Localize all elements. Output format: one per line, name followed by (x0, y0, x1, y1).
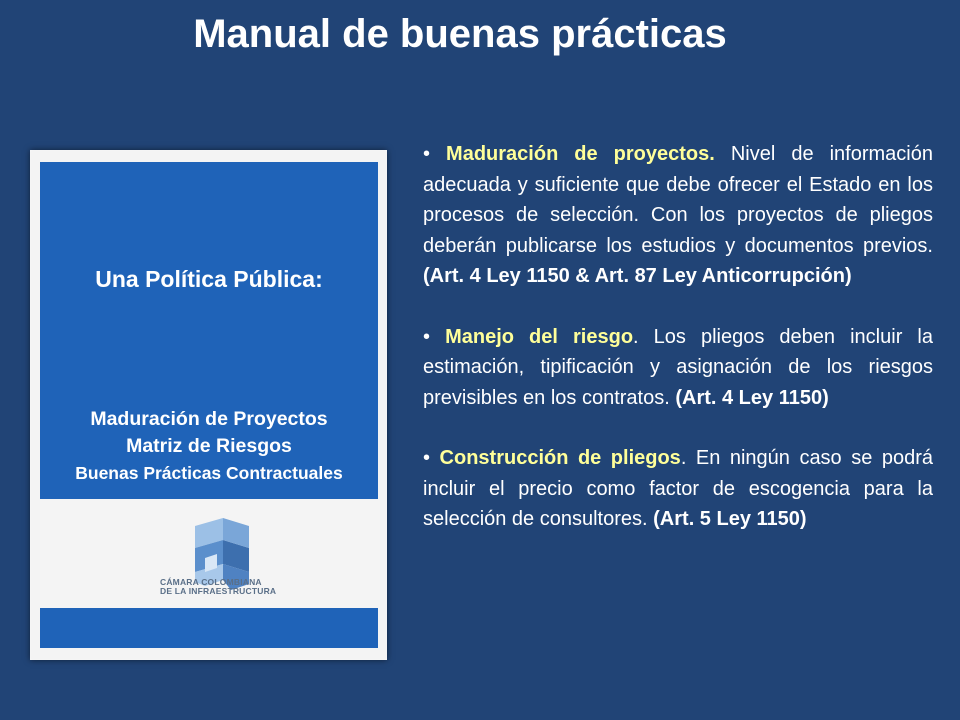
cover-bottom-band (40, 608, 378, 648)
bullet-item-pliegos (423, 443, 933, 535)
bullet-marker: • (423, 325, 431, 348)
cover-line-buenas-practicas: Buenas Prácticas Contractuales (75, 463, 343, 483)
camara-colombiana-logo-icon (165, 518, 265, 610)
bullet-reference: (Art. 4 Ley 1150 & Art. 87 Ley Anticorrupción) (423, 265, 852, 287)
cover-heading: Una Política Pública: (95, 266, 323, 292)
bullet-item-maduracion (423, 139, 933, 292)
bullet-item-riesgo (423, 322, 933, 414)
bullet-term: Construcción de pliegos (439, 447, 681, 469)
bullet-term: Maduración de proyectos. (446, 143, 715, 165)
bullet-marker: • (423, 447, 431, 469)
logo-caption-line1: CÁMARA COLOMBIANA (160, 577, 262, 587)
cover-blue-panel (40, 162, 378, 499)
book-cover-image (30, 150, 387, 660)
cover-subtitle-block (40, 406, 378, 486)
bullet-reference: (Art. 4 Ley 1150) (675, 386, 829, 409)
cover-line-maduracion: Maduración de Proyectos (90, 408, 328, 430)
logo-caption (160, 578, 290, 596)
bullet-list (423, 139, 933, 565)
logo-caption-line2: DE LA INFRAESTRUCTURA (160, 586, 277, 596)
bullet-reference: (Art. 5 Ley 1150) (653, 508, 807, 530)
cover-line-matriz: Matriz de Riesgos (126, 435, 292, 457)
bullet-text: . Los pliegos deben incluir la estimación, tipificación y asignación de los riesgos previsibles en los contratos. (423, 325, 933, 409)
bullet-text: . En ningún caso se podrá incluir el precio como factor de escogencia para la selección de consultores. (423, 447, 933, 530)
bullet-term: Manejo del riesgo (445, 325, 634, 348)
bullet-text: Nivel de información adecuada y suficiente que debe ofrecer el Estado en los procesos de selección. Con los proyectos de pliegos deberán publicarse los estudios y documentos previos. (423, 143, 933, 257)
bullet-marker: • (423, 143, 431, 165)
slide-title: Manual de buenas prácticas (193, 12, 727, 56)
